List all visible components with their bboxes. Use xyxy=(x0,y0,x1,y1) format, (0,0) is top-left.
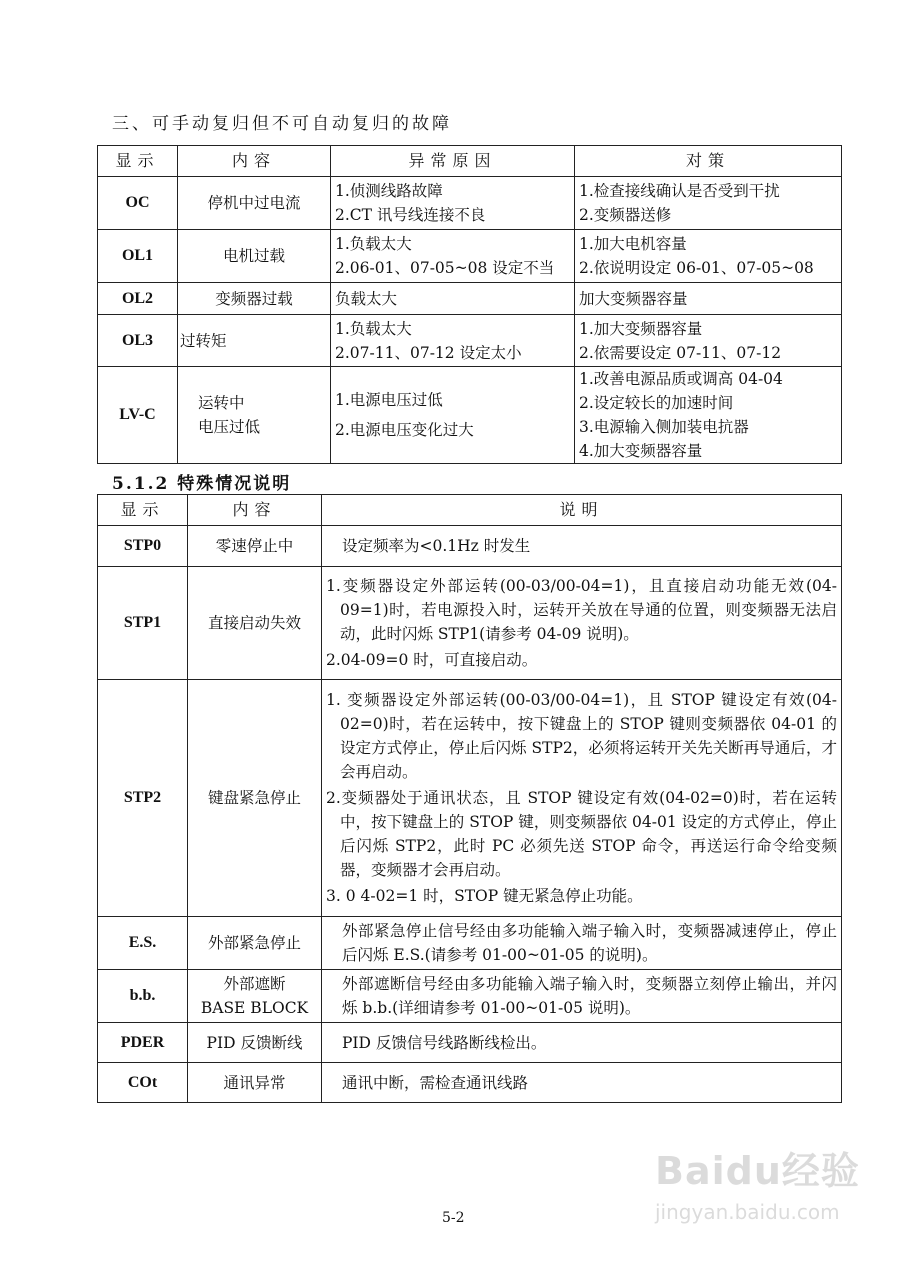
fault-action: 2.依说明设定 06-01、07-05~08 xyxy=(579,259,814,277)
fault-code: OC xyxy=(98,177,178,230)
fault-code: OL3 xyxy=(98,315,178,367)
status-code: STP0 xyxy=(98,526,188,567)
table-row xyxy=(98,1023,842,1063)
fault-cause: 1.侦测线路故障 xyxy=(335,182,443,200)
fault-code: OL1 xyxy=(98,230,178,283)
fault-action: 3.电源输入侧加装电抗器 xyxy=(579,418,749,436)
table-row xyxy=(98,367,842,464)
baidu-watermark xyxy=(655,1140,865,1240)
table-row xyxy=(98,917,842,970)
status-code: STP1 xyxy=(98,567,188,680)
table-header-row xyxy=(98,495,842,526)
header-display: 显示 xyxy=(98,495,188,526)
page-number: 5-2 xyxy=(442,1210,465,1226)
status-desc: 外部遮断信号经由多功能输入端子输入时，变频器立刻停止输出，并闪烁 b.b.(详细请参考 01-00~01-05 说明)。 xyxy=(342,975,837,1017)
fault-cause: 负载太大 xyxy=(335,289,398,308)
status-content: BASE BLOCK xyxy=(200,999,309,1017)
table-header-row xyxy=(98,146,842,177)
table-row xyxy=(98,970,842,1023)
status-content: 外部遮断 xyxy=(223,975,286,993)
fault-code: OL2 xyxy=(98,283,178,315)
fault-cause: 1.负载太大 xyxy=(335,235,412,253)
status-content: 直接启动失效 xyxy=(207,614,301,632)
status-code: COt xyxy=(98,1063,188,1103)
fault-action: 1.加大变频器容量 xyxy=(579,319,703,338)
fault-action: 2.设定较长的加速时间 xyxy=(579,394,734,412)
fault-cause: 2.CT 讯号线连接不良 xyxy=(335,206,486,224)
table-row xyxy=(98,526,842,567)
special-status-table xyxy=(97,494,842,1103)
section2-title: 5.1.2 特殊情况说明 xyxy=(112,474,292,494)
fault-content: 变频器过载 xyxy=(215,289,293,308)
status-content: PID 反馈断线 xyxy=(206,1033,303,1052)
fault-cause: 2.06-01、07-05~08 设定不当 xyxy=(335,259,555,277)
status-content: 外部紧急停止 xyxy=(207,934,301,952)
status-desc: 设定频率为<0.1Hz 时发生 xyxy=(342,537,531,555)
header-cause: 异常原因 xyxy=(331,146,575,177)
table-row xyxy=(98,567,842,680)
status-desc: 外部紧急停止信号经由多功能输入端子输入时，变频器减速停止，停止后闪烁 E.S.(请参考 01-00~01-05 的说明)。 xyxy=(342,922,837,964)
section1-title: 三、可手动复归但不可自动复归的故障 xyxy=(112,114,452,134)
header-display: 显示 xyxy=(98,146,178,177)
status-desc: 3. 0 4-02=1 时，STOP 键无紧急停止功能。 xyxy=(326,887,643,905)
fault-cause: 1.电源电压过低 xyxy=(335,391,443,409)
header-action: 对策 xyxy=(575,146,842,177)
status-content: 通讯异常 xyxy=(223,1073,286,1092)
fault-cause: 2.07-11、07-12 设定太小 xyxy=(335,343,522,362)
table-row xyxy=(98,230,842,283)
header-desc: 说明 xyxy=(322,495,842,526)
fault-action: 1.改善电源品质或调高 04-04 xyxy=(579,370,783,388)
table-row xyxy=(98,315,842,367)
status-desc: 2.变频器处于通讯状态，且 STOP 键设定有效(04-02=0)时，若在运转中，按下键盘上的 STOP 键，则变频器依 04-01 设定的方式停止，停止后闪烁 STP2，此时 PC 必须先送 STOP 命令，再送运行命令给变频器，变频器才会再启动。 xyxy=(326,789,837,879)
fault-content: 电机过载 xyxy=(222,247,285,265)
watermark-url: jingyan.baidu.com xyxy=(655,1200,840,1224)
header-content: 内容 xyxy=(178,146,331,177)
header-content: 内容 xyxy=(188,495,322,526)
status-code: E.S. xyxy=(98,917,188,970)
fault-action: 1.加大电机容量 xyxy=(579,235,687,253)
status-desc: 1. 变频器设定外部运转(00-03/00-04=1)，且 STOP 键设定有效(04-02=0)时，若在运转中，按下键盘上的 STOP 键则变频器依 04-01 的设定方式停止，停止后闪烁 STP2，必须将运转开关先关断再导通后，才会再启动。 xyxy=(326,691,837,781)
fault-cause: 2.电源电压变化过大 xyxy=(335,421,474,439)
table-row xyxy=(98,177,842,230)
table-row xyxy=(98,283,842,315)
status-desc: PID 反馈信号线路断线检出。 xyxy=(342,1033,547,1052)
status-content: 零速停止中 xyxy=(215,537,294,555)
fault-action: 4.加大变频器容量 xyxy=(579,442,703,460)
fault-content: 运转中 xyxy=(198,394,245,412)
status-code: b.b. xyxy=(98,970,188,1023)
fault-cause: 1.负载太大 xyxy=(335,319,412,338)
fault-content: 电压过低 xyxy=(198,418,261,436)
fault-action: 加大变频器容量 xyxy=(579,289,688,308)
status-desc: 1.变频器设定外部运转(00-03/00-04=1)，且直接启动功能无效(04-09=1)时，若电源投入时，运转开关放在导通的位置，则变频器无法启动，此时闪烁 STP1(请参考 04-09 说明)。 xyxy=(326,577,837,643)
status-desc: 2.04-09=0 时，可直接启动。 xyxy=(326,651,538,669)
fault-content: 过转矩 xyxy=(180,331,227,350)
table-row xyxy=(98,1063,842,1103)
status-content: 键盘紧急停止 xyxy=(207,789,301,807)
status-code: STP2 xyxy=(98,680,188,917)
status-code: PDER xyxy=(98,1023,188,1063)
fault-code: LV-C xyxy=(98,367,178,464)
fault-action: 2.变频器送修 xyxy=(579,206,672,224)
fault-content: 停机中过电流 xyxy=(207,194,301,212)
watermark-brand: Baidu经验 xyxy=(655,1149,860,1193)
fault-action: 1.检查接线确认是否受到干扰 xyxy=(579,182,780,200)
fault-action: 2.依需要设定 07-11、07-12 xyxy=(579,343,782,362)
status-desc: 通讯中断，需检查通讯线路 xyxy=(342,1073,529,1092)
fault-table xyxy=(97,145,842,464)
table-row xyxy=(98,680,842,917)
